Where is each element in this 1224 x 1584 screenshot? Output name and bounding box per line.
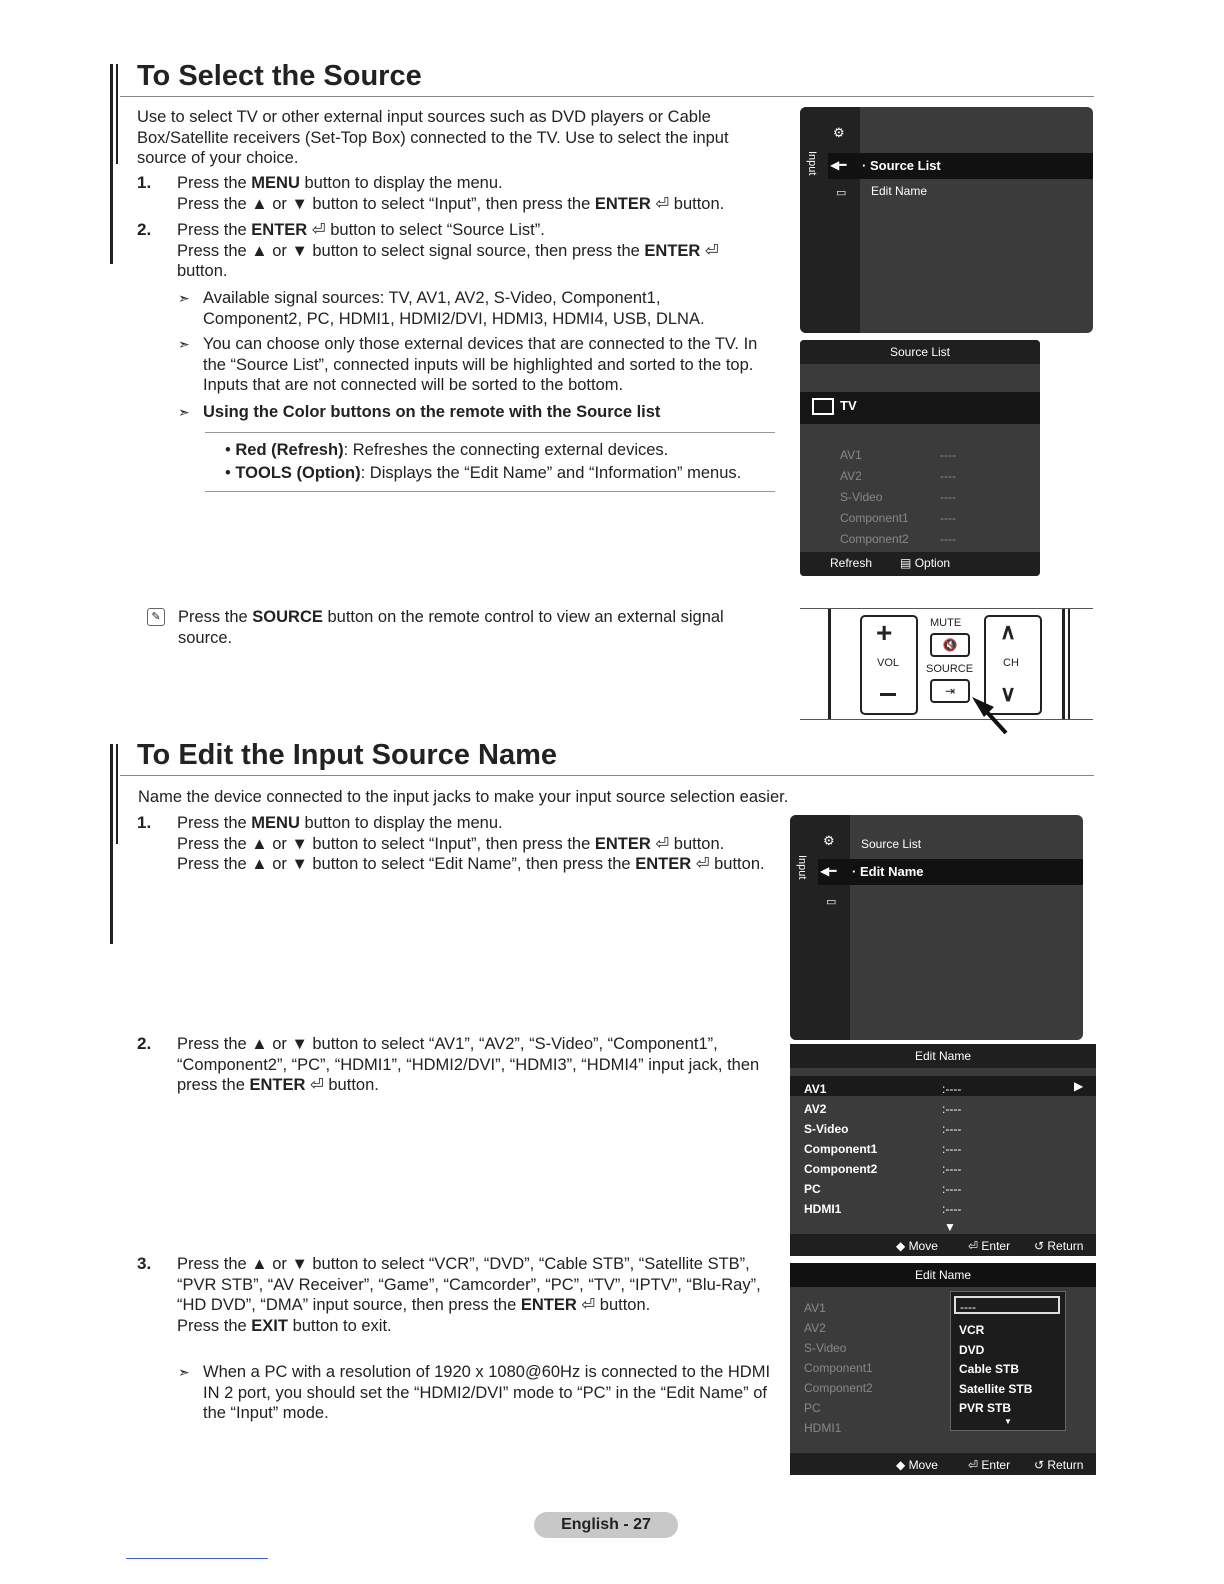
- dropdown-option[interactable]: Cable STB: [959, 1362, 1020, 1376]
- remote-illustration: [800, 608, 1093, 720]
- intro-text: Use to select TV or other external input sources such as DVD players or Cable Box/Satellite receivers (Set-Top Box) connected to the TV. Use to select the input source of your choice.: [137, 108, 729, 167]
- monitor-icon: ▭: [826, 896, 837, 908]
- edit-name-item[interactable]: S-Video: [804, 1341, 847, 1355]
- step-number: 2.: [137, 220, 152, 239]
- scroll-down-icon: ▼: [944, 1220, 956, 1234]
- menu-item-source-list[interactable]: Source List: [861, 837, 922, 851]
- menu-item-edit-name[interactable]: · Edit Name: [852, 864, 924, 879]
- step-1: Press the MENU button to display the menu. Press the ▲ or ▼ button to select “Input”, then press the ENTER ⏎ button. Press the ▲ or ▼ button to select “Edit Name”, then press the ENTER ⏎ button.: [177, 814, 765, 873]
- source-item[interactable]: Component2: [840, 532, 909, 546]
- source-label: SOURCE: [926, 663, 974, 675]
- gear-icon: ⚙: [833, 125, 845, 140]
- edit-name-item[interactable]: PC: [804, 1401, 821, 1415]
- note-icon: ✎: [147, 608, 165, 626]
- source-item-tv[interactable]: TV: [840, 398, 857, 413]
- edit-name-item[interactable]: S-Video: [804, 1122, 849, 1136]
- input-side-label: Input: [796, 855, 808, 880]
- gear-icon: ⚙: [823, 833, 835, 848]
- step-3: Press the ▲ or ▼ button to select “VCR”, “DVD”, “Cable STB”, “Satellite STB”, “PVR STB”, “AV Receiver”, “Game”, “Camcorder”, “PC”, “TV”, “IPTV”, “Blu-Ray”, “HD DVD”, “DMA” input source, then press the ENTER ⏎ button. Press the EXIT button to exit.: [177, 1255, 761, 1335]
- dropdown-option[interactable]: DVD: [959, 1342, 985, 1357]
- arrow-icon: ➣: [178, 290, 190, 306]
- divider: [120, 775, 1094, 776]
- edit-name-item[interactable]: Component1: [804, 1361, 873, 1375]
- edit-name-item[interactable]: Component2: [804, 1162, 878, 1176]
- enter-hint: ⏎ Enter: [968, 1239, 1011, 1253]
- step-number: 1.: [137, 813, 152, 832]
- edit-name-item[interactable]: AV1: [804, 1082, 827, 1096]
- edit-name-item[interactable]: AV2: [804, 1102, 827, 1116]
- edit-name-item[interactable]: Component1: [804, 1142, 878, 1156]
- monitor-icon: ▭: [836, 187, 847, 199]
- input-menu-screen: [790, 815, 1083, 1040]
- source-item[interactable]: AV2: [840, 469, 862, 483]
- section-bar: [110, 64, 122, 164]
- refresh-button[interactable]: Refresh: [830, 556, 873, 570]
- scroll-down-icon: ▼: [1004, 1417, 1012, 1426]
- return-hint: ↺ Return: [1034, 1239, 1084, 1253]
- arrow-icon: ➣: [178, 1364, 190, 1380]
- source-item[interactable]: AV1: [840, 448, 862, 462]
- section-bar: [110, 744, 122, 844]
- edit-name-screen: Edit Name AV1 AV2 S-Video Component1 Component2 PC HDMI1 :---- :---- :---- :---- :---- :---- :---- ▶ ▼ ◆ Move ⏎ Enter ↺ Return: [790, 1044, 1096, 1256]
- screen-title: Edit Name: [790, 1044, 1096, 1068]
- step-number: 1.: [137, 173, 152, 192]
- edit-name-item[interactable]: AV2: [804, 1321, 826, 1335]
- vol-down-button[interactable]: [880, 693, 896, 696]
- edit-name-dropdown-screen: [790, 1263, 1096, 1475]
- step-number: 3.: [137, 1254, 152, 1273]
- edit-name-item[interactable]: AV1: [804, 1301, 826, 1315]
- footer-rule: [126, 1558, 268, 1559]
- menu-item-edit-name[interactable]: Edit Name: [871, 184, 928, 198]
- mute-button[interactable]: 🔇: [930, 633, 970, 657]
- dropdown-option[interactable]: PVR STB: [959, 1401, 1012, 1415]
- source-button[interactable]: ⇥: [930, 679, 970, 703]
- screen-title: Source List: [800, 340, 1040, 364]
- page-number: English - 27: [534, 1512, 678, 1538]
- enter-hint: ⏎ Enter: [968, 1458, 1011, 1472]
- vol-label: VOL: [877, 657, 900, 669]
- input-icon: ◀━: [830, 158, 847, 172]
- move-hint: ◆ Move: [896, 1239, 938, 1253]
- right-arrow-icon: ▶: [1074, 1079, 1084, 1093]
- dropdown-option-selected[interactable]: ----: [954, 1296, 1060, 1314]
- input-menu-screen: [800, 107, 1093, 333]
- screen-title: Edit Name: [790, 1263, 1096, 1287]
- input-side-label: Input: [806, 151, 818, 176]
- tv-icon: [812, 398, 834, 415]
- step-2: Press the ENTER ⏎ button to select “Source List”. Press the ▲ or ▼ button to select signal source, then press the ENTER ⏎ button.: [177, 221, 719, 280]
- step-number: 2.: [137, 1034, 152, 1053]
- menu-item-source-list[interactable]: · Source List: [862, 158, 941, 173]
- move-hint: ◆ Move: [896, 1458, 938, 1472]
- edit-name-item[interactable]: HDMI1: [804, 1202, 842, 1216]
- step-1: Press the MENU button to display the menu. Press the ▲ or ▼ button to select “Input”, then press the ENTER ⏎ button.: [177, 174, 725, 213]
- tip-text: Press the SOURCE button on the remote control to view an external signal source.: [178, 608, 724, 647]
- source-list-screen: Source List TV AV1 AV2 S-Video Component1 Component2 ---- ---- ---- ---- ---- Refresh ▤ Option: [800, 340, 1040, 576]
- step-2: Press the ▲ or ▼ button to select “AV1”, “AV2”, “S-Video”, “Component1”, “Component2”, “PC”, “HDMI1”, “HDMI2/DVI”, “HDMI3”, “HDMI4” input jack, then press the ENTER ⏎ button.: [177, 1035, 760, 1094]
- ch-label: CH: [1003, 657, 1019, 669]
- pointer-arrow-icon: [968, 693, 1028, 743]
- source-item[interactable]: Component1: [840, 511, 909, 525]
- section-title: To Edit the Input Source Name: [137, 739, 557, 771]
- option-button[interactable]: ▤ Option: [900, 556, 951, 570]
- intro-text: Name the device connected to the input jacks to make your input source selection easier.: [138, 788, 789, 806]
- source-item[interactable]: S-Video: [840, 490, 883, 504]
- edit-name-item[interactable]: HDMI1: [804, 1421, 842, 1435]
- tools-icon: ▤: [900, 556, 912, 570]
- edit-name-item[interactable]: PC: [804, 1182, 821, 1196]
- section-title: To Select the Source: [137, 60, 422, 92]
- return-hint: ↺ Return: [1034, 1458, 1084, 1472]
- arrow-icon: ➣: [178, 404, 190, 420]
- ch-up-button[interactable]: ∧: [1000, 619, 1017, 644]
- dropdown-option[interactable]: Satellite STB: [959, 1381, 1033, 1396]
- edit-name-item[interactable]: Component2: [804, 1381, 873, 1395]
- divider: [120, 96, 1094, 97]
- source-items: [840, 445, 909, 550]
- dropdown-option[interactable]: VCR: [959, 1323, 985, 1337]
- arrow-icon: ➣: [178, 336, 190, 352]
- ch-down-button[interactable]: ∨: [1000, 681, 1017, 706]
- input-icon: ◀━: [820, 864, 837, 878]
- color-buttons-box: • Red (Refresh): Refreshes the connecting external devices. • TOOLS (Option): Displays the “Edit Name” and “Information” menus.: [205, 432, 775, 492]
- mute-label: MUTE: [930, 617, 962, 629]
- vol-up-button[interactable]: +: [876, 617, 893, 648]
